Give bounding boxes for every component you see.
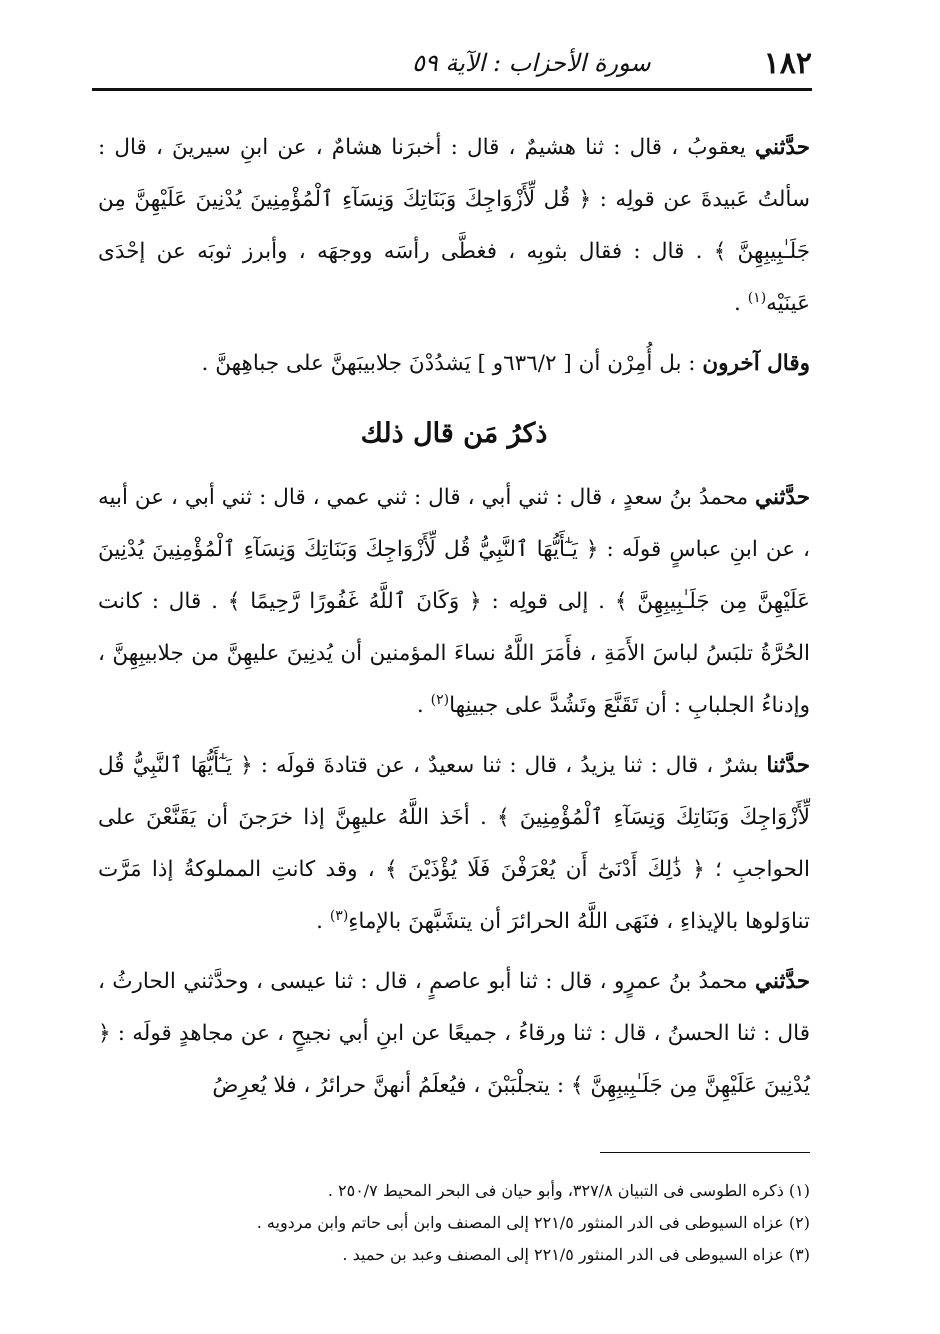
paragraph <box>98 338 810 390</box>
footnotes <box>98 1175 810 1271</box>
footnote-mark: (٣) <box>329 907 349 924</box>
footnote: (٢) عزاه السيوطى فى الدر المنثور ٢٢١/٥ إلى المصنف وابن أبى حاتم وابن مردويه . <box>256 1213 810 1232</box>
footnote-mark: (١) <box>747 289 767 306</box>
page-number: ١٨٢ <box>763 45 812 81</box>
paragraph-text: بشرٌ ، قال : ثنا يزيدُ ، قال : ثنا سعيدٌ ، عن قتادةَ قولَه : ﴿ يَـٰٓأَيُّهَا ٱلنَّبِيُّ قُل لِّأَزْوَاجِكَ وَبَنَاتِكَ وَنِسَآءِ ٱلْمُؤْمِنِينَ ﴾ . أخَذ اللَّهُ عليهِنَّ إذا خرَجنَ أن يَقَنَّعْنَ على الحواجبِ ؛ ﴿ ذَٰلِكَ أَدْنَىٰٓ أَن يُعْرَفْنَ فَلَا يُؤْذَيْنَ ﴾ ، وقد كانتِ المملوكةُ إذا مَرَّت تناوَلوها بالإيذاءِ ، فنَهَى اللَّهُ الحرائرَ أن يتشَبَّهنَ بالإماءِ <box>98 753 810 934</box>
paragraph-text: محمدُ بنُ سعدٍ ، قال : ثني أبي ، قال : ثني عمي ، قال : ثني أبي ، عن أبيه ، عن ابنِ عباسٍ قولَه : ﴿ يَـٰٓأَيُّهَا ٱلنَّبِيُّ قُل لِّأَزْوَاجِكَ وَبَنَاتِكَ وَنِسَآءِ ٱلْمُؤْمِنِينَ يُدْنِينَ عَلَيْهِنَّ مِن جَلَـٰبِيبِهِنَّ ﴾ . إلى قولِه : ﴿ وَكَانَ ٱللَّهُ غَفُورًا رَّحِيمًا ﴾ . قال : كانت الحُرَّةُ تلبَسُ لباسَ الأَمَةِ ، فأَمَرَ اللَّهُ نساءَ المؤمنين أن يُدنِينَ عليهِنَّ من جلابيبِهِنَّ ، وإدناءُ الجلبابِ : أن تَقَنَّعَ وتَشُدَّ على جبينِها <box>98 485 810 718</box>
paragraph <box>98 956 810 1112</box>
main-text <box>98 122 810 1112</box>
paragraph-lead: حدَّثني <box>755 485 810 510</box>
running-title: سورة الأحزاب : الآية ٥٩ <box>412 49 651 77</box>
paragraph-text: محمدُ بنُ عمرٍو ، قال : ثنا أبو عاصمٍ ، قال : ثنا عيسى ، وحدَّثني الحارثُ ، قال : ثنا الحسنُ ، قال : ثنا ورقاءُ ، جميعًا عن ابنِ أبي نجيحٍ ، عن مجاهدٍ قولَه : ﴿ يُدْنِينَ عَلَيْهِنَّ مِن جَلَـٰبِيبِهِنَّ ﴾ : يتجلْبَبْنَ ، فيُعلَمُ أنهنَّ حرائرُ ، فلا يُعرِضُ <box>98 969 810 1098</box>
paragraph-end: . <box>416 693 431 718</box>
footnote: (٣) عزاه السيوطى فى الدر المنثور ٢٢١/٥ إلى المصنف وعبد بن حميد . <box>342 1245 810 1264</box>
section-heading: ذكرُ مَن قال ذلك <box>360 418 548 449</box>
footnote-mark: (٢) <box>430 691 450 708</box>
paragraph-lead: حدَّثني <box>755 969 810 994</box>
paragraph-lead: وقال آخرون <box>702 351 810 376</box>
paragraph-text: : بل أُمِرْن أن [ ٦٣٦/٢و ] يَشدُدْنَ جلابيبَهنَّ على جباهِهنَّ . <box>201 351 703 376</box>
footnote-divider <box>600 1152 810 1153</box>
paragraph <box>98 740 810 948</box>
page-header <box>92 38 812 91</box>
paragraph <box>98 472 810 732</box>
paragraph-lead: حدَّثني <box>755 135 810 160</box>
paragraph-text: يعقوبُ ، قال : ثنا هشيمٌ ، قال : أخبرَنا هشامٌ ، عن ابنِ سيرينَ ، قال : سألتُ عَبيدةَ عن قولِه : ﴿ قُل لِّأَزْوَاجِكَ وَبَنَاتِكَ وَنِسَآءِ ٱلْمُؤْمِنِينَ يُدْنِينَ عَلَيْهِنَّ مِن جَلَـٰبِيبِهِنَّ ﴾ . قال : فقال بثوبِه ، فغطَّى رأسَه ووجهَه ، وأبرز ثوبَه عن إحْدَى عَينَيْه <box>98 135 810 316</box>
paragraph-end: . <box>316 909 330 934</box>
paragraph-lead: حدَّثنا <box>766 753 810 778</box>
paragraph-end: . <box>734 291 748 316</box>
paragraph <box>98 122 810 330</box>
footnote: (١) ذكره الطوسى فى التبيان ٣٢٧/٨، وأبو حيان فى البحر المحيط ٢٥٠/٧ . <box>327 1181 810 1200</box>
